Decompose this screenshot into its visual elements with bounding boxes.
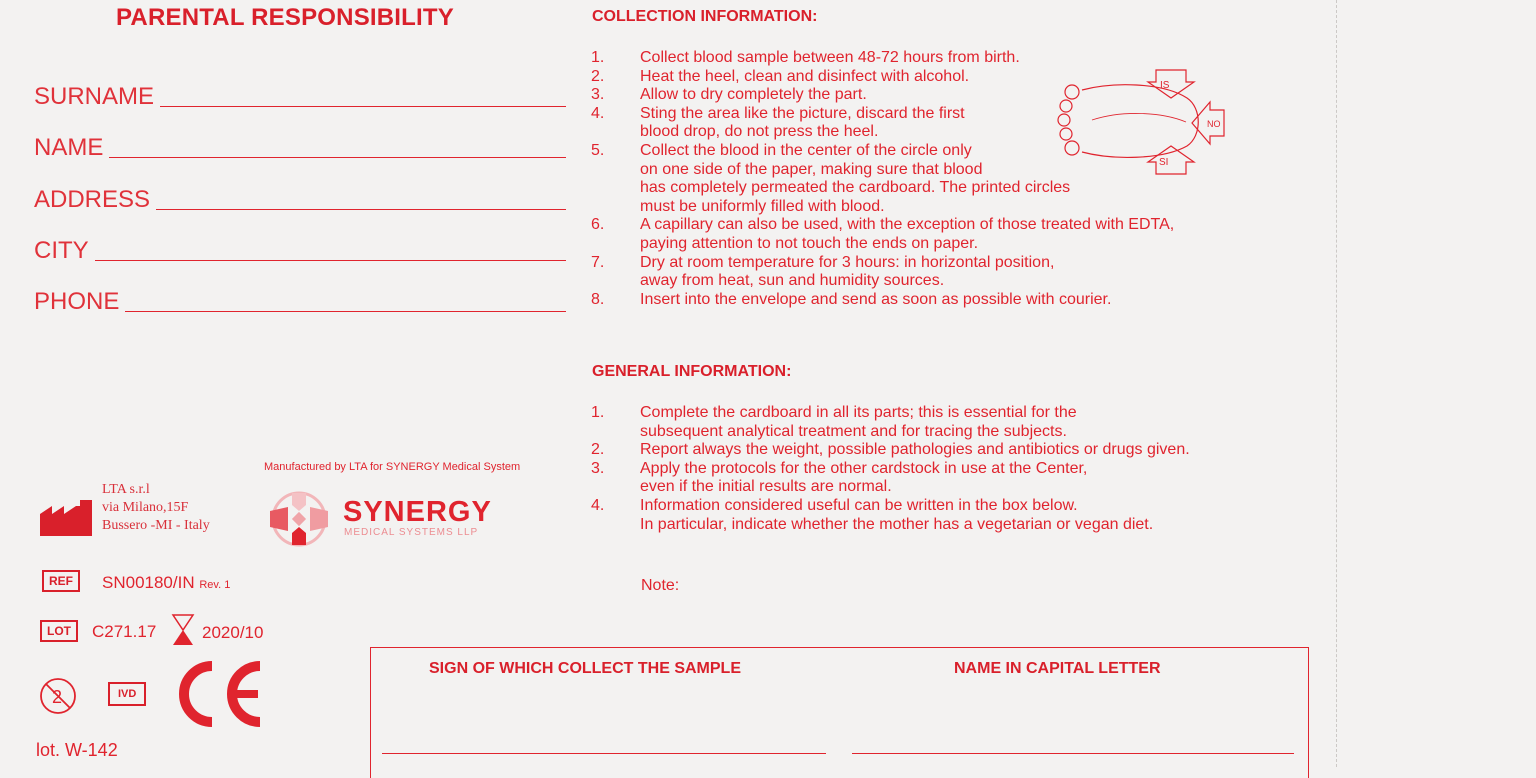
- foot-label-is: IS: [1160, 80, 1170, 91]
- item-number: 5.: [591, 141, 605, 159]
- svg-text:2: 2: [52, 687, 63, 707]
- form-title: PARENTAL RESPONSIBILITY: [116, 4, 454, 31]
- sign-label: SIGN OF WHICH COLLECT THE SAMPLE: [429, 660, 741, 677]
- item-number: 4.: [591, 496, 605, 514]
- list-item: [591, 291, 1174, 310]
- ref-code: [102, 573, 230, 593]
- list-item-cont: [591, 516, 1190, 535]
- address-line: via Milano,15F: [102, 500, 189, 515]
- ce-mark-icon: [178, 660, 268, 728]
- surname-field[interactable]: [34, 80, 566, 110]
- item-number: 8.: [591, 290, 605, 308]
- list-item-cont: [591, 478, 1190, 497]
- lot-w-number: lot. W-142: [36, 740, 118, 760]
- name-capital-label: NAME IN CAPITAL LETTER: [954, 660, 1161, 677]
- name-capital-line[interactable]: [852, 752, 1294, 754]
- item-text: Collect blood sample between 48-72 hours from birth.: [640, 49, 1020, 66]
- item-number: 6.: [591, 216, 605, 234]
- name-label: NAME: [34, 134, 104, 161]
- list-item: [591, 497, 1190, 516]
- item-number: 3.: [591, 86, 605, 104]
- general-list: [591, 404, 1190, 534]
- expiry-date: 2020/10: [202, 623, 264, 642]
- surname-line[interactable]: [160, 105, 566, 107]
- perforation-line: [1336, 0, 1337, 767]
- arrow-down-icon: [1148, 70, 1194, 98]
- list-item-cont: [591, 423, 1190, 442]
- item-text: on one side of the paper, making sure that blood: [640, 160, 983, 178]
- phone-line[interactable]: [125, 310, 566, 312]
- item-text: even if the initial results are normal.: [640, 478, 892, 496]
- surname-label: SURNAME: [34, 83, 155, 110]
- item-number: 1.: [591, 404, 605, 421]
- item-text: Sting the area like the picture, discard the first: [640, 104, 965, 122]
- synergy-logo-icon: [266, 487, 332, 551]
- lot-code: C271.17: [92, 622, 157, 641]
- address-field[interactable]: [34, 183, 566, 213]
- item-text: In particular, indicate whether the mother has a vegetarian or vegan diet.: [640, 515, 1154, 533]
- signature-line[interactable]: [382, 752, 826, 754]
- list-item: [591, 216, 1174, 235]
- item-text: Apply the protocols for the other cardstock in use at the Center,: [640, 459, 1088, 477]
- note-label: Note:: [641, 577, 680, 594]
- name-line[interactable]: [109, 156, 566, 158]
- item-text: Heat the heel, clean and disinfect with alcohol.: [640, 67, 970, 85]
- list-item-cont: [591, 235, 1174, 254]
- item-text: Collect the blood in the center of the circle only: [640, 141, 972, 159]
- synergy-brand-subtitle: MEDICAL SYSTEMS LLP: [344, 527, 479, 538]
- item-text: blood drop, do not press the heel.: [640, 123, 879, 141]
- collection-heading: COLLECTION INFORMATION:: [592, 8, 818, 25]
- foot-line: [1092, 113, 1186, 122]
- item-text: Complete the cardboard in all its parts; this is essential for the: [640, 404, 1077, 421]
- item-text: Allow to dry completely the part.: [640, 86, 867, 104]
- list-item: [591, 460, 1190, 479]
- item-number: 2.: [591, 67, 605, 85]
- do-not-reuse-icon: [38, 676, 78, 716]
- item-text: away from heat, sun and humidity sources.: [640, 272, 945, 290]
- item-number: 1.: [591, 49, 605, 66]
- expiry-hourglass-icon: [171, 613, 195, 647]
- revision: Rev. 1: [199, 579, 231, 591]
- list-item: [591, 441, 1190, 460]
- ref-code-value: SN00180/IN: [102, 573, 195, 592]
- item-number: 3.: [591, 459, 605, 477]
- toe-shape: [1058, 114, 1070, 126]
- item-text: Insert into the envelope and send as soon as possible with courier.: [640, 290, 1112, 308]
- ref-symbol: REF: [42, 570, 80, 592]
- address-line[interactable]: [156, 208, 566, 210]
- list-item: [591, 404, 1190, 423]
- phone-label: PHONE: [34, 288, 120, 315]
- item-text: Report always the weight, possible pathologies and antibiotics or drugs given.: [640, 441, 1190, 459]
- list-item: [591, 49, 1174, 68]
- city-field[interactable]: [34, 234, 566, 264]
- name-field[interactable]: [34, 131, 566, 161]
- item-number: 2.: [591, 441, 605, 459]
- city-line[interactable]: [95, 259, 566, 261]
- city-label: CITY: [34, 237, 89, 264]
- toe-shape: [1060, 100, 1072, 112]
- lot-symbol: LOT: [40, 620, 78, 642]
- list-item-cont: [591, 198, 1174, 217]
- toe-shape: [1065, 141, 1079, 155]
- foot-label-si: SI: [1159, 157, 1169, 168]
- item-number: 4.: [591, 104, 605, 122]
- list-item: [591, 254, 1174, 273]
- manufacturer-factory-icon: [40, 500, 98, 536]
- item-text: Dry at room temperature for 3 hours: in horizontal position,: [640, 253, 1055, 271]
- item-text: paying attention to not touch the ends on paper.: [640, 234, 979, 252]
- arrow-up-icon: [1148, 146, 1194, 174]
- foot-outline: [1082, 85, 1198, 158]
- manufacturer-caption: Manufactured by LTA for SYNERGY Medical System: [264, 461, 521, 473]
- list-item-cont: [591, 272, 1174, 291]
- address-label: ADDRESS: [34, 186, 151, 213]
- manufacturer-address: [102, 481, 210, 535]
- item-text: subsequent analytical treatment and for tracing the subjects.: [640, 422, 1067, 440]
- ivd-symbol: IVD: [108, 682, 146, 706]
- address-line: Bussero -MI - Italy: [102, 518, 210, 533]
- item-number: 7.: [591, 253, 605, 271]
- synergy-brand-name: SYNERGY: [343, 496, 492, 528]
- general-heading: GENERAL INFORMATION:: [592, 363, 792, 380]
- address-line: LTA s.r.l: [102, 482, 150, 497]
- phone-field[interactable]: [34, 285, 566, 315]
- item-text: must be uniformly filled with blood.: [640, 197, 885, 215]
- heel-puncture-diagram: [1052, 68, 1228, 178]
- toe-shape: [1060, 128, 1072, 140]
- list-item-cont: [591, 179, 1174, 198]
- item-text: Information considered useful can be written in the box below.: [640, 496, 1078, 514]
- foot-label-no: NO: [1207, 119, 1221, 129]
- item-text: has completely permeated the cardboard. The printed circles: [640, 179, 1071, 197]
- item-text: A capillary can also be used, with the exception of those treated with EDTA,: [640, 216, 1175, 234]
- toe-shape: [1065, 85, 1079, 99]
